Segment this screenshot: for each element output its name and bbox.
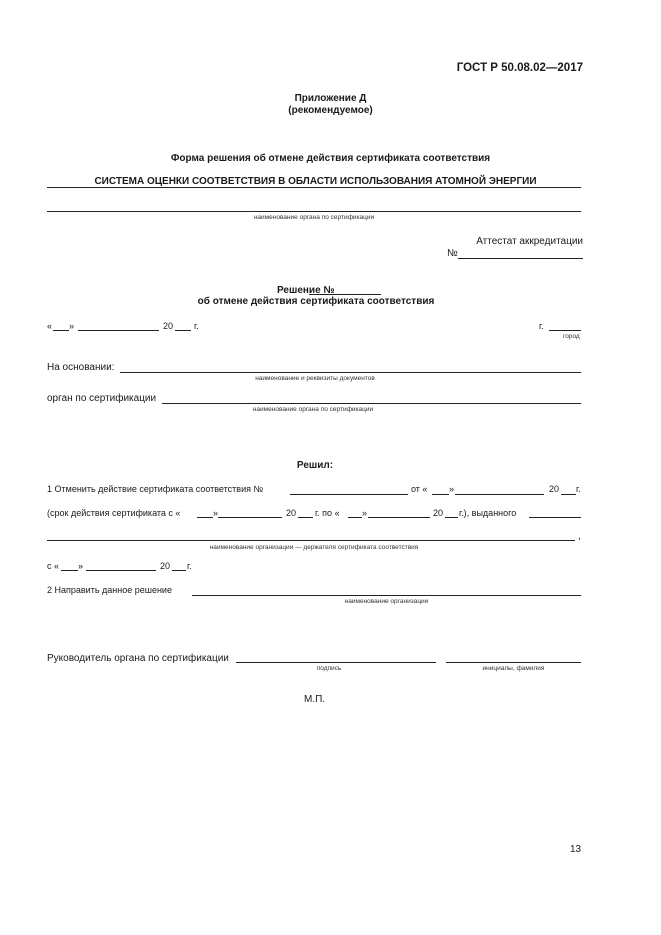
date-month-line[interactable] [78,330,159,331]
date-year-line[interactable] [175,330,191,331]
initials-line[interactable] [446,662,581,663]
signature-line[interactable] [236,662,436,663]
stamp-label: М.П. [304,694,326,705]
date-year-suffix: г. [194,321,199,331]
validity-day-line[interactable] [197,517,213,518]
validity-year1-line[interactable] [298,517,313,518]
item1-text: 1 Отменить действие сертификата соответствия № [47,484,264,494]
validity-day2-line[interactable] [348,517,362,518]
date-open-quote: « [47,321,53,331]
city-caption: город [563,333,580,340]
issued-line[interactable] [529,517,581,518]
cert-body-caption: наименование органа по сертификации [253,214,375,221]
body-label: орган по сертификации [47,393,157,404]
item1-year: 20 [549,484,560,494]
decision-subtitle: об отмене действия сертификата соответствия [197,296,435,307]
signature-caption: подпись [316,665,342,672]
system-name: СИСТЕМА ОЦЕНКИ СООТВЕТСТВИЯ В ОБЛАСТИ ИСПОЛЬЗОВАНИЯ АТОМНОЙ ЭНЕРГИИ [94,176,537,187]
validity-prefix: (срок действия сертификата с « [47,508,181,518]
item2-caption: наименование организации [344,598,429,605]
page-number: 13 [570,844,582,855]
cert-body-line[interactable] [47,211,581,212]
item2-line[interactable] [192,595,581,596]
validity-year2-line[interactable] [445,517,458,518]
since-month-line[interactable] [86,570,156,571]
decision-title: Решение № [277,285,335,296]
validity-year1: 20 [286,508,297,518]
holder-caption: наименование организации — держателя сертификата соответствия [209,544,419,551]
item2-text: 2 Направить данное решение [47,585,172,595]
validity-to: г. по « [315,508,340,518]
accreditation-label: Аттестат аккредитации [476,236,583,247]
item1-quote-close: » [449,484,455,494]
date-close-quote: » [69,321,75,331]
date-day-line[interactable] [53,330,69,331]
document-code: ГОСТ Р 50.08.02—2017 [456,62,583,74]
item1-day-line[interactable] [432,494,449,495]
item1-year-suffix: г. [576,484,581,494]
system-name-underline [47,187,581,188]
basis-caption: наименование и реквизиты документов [255,375,375,382]
since-suffix: г. [187,561,192,571]
city-prefix: г. [539,321,544,331]
city-line[interactable] [549,330,581,331]
basis-line[interactable] [120,372,581,373]
since-quote: » [78,561,84,571]
since-prefix: с « [47,561,60,571]
item1-month-line[interactable] [455,494,544,495]
resolved-heading: Решил: [296,460,334,471]
holder-comma: , [578,531,581,542]
body-caption: наименование органа по сертификации [252,406,374,413]
appendix-note: (рекомендуемое) [288,105,373,116]
since-year: 20 [160,561,171,571]
accreditation-number-label: № [447,248,458,259]
validity-quote2: » [362,508,368,518]
date-year-prefix: 20 [163,321,174,331]
body-line[interactable] [162,403,581,404]
since-day-line[interactable] [61,570,78,571]
appendix-title: Приложение Д [294,93,367,104]
decision-number-line[interactable] [309,294,381,295]
item1-cert-number-line[interactable] [290,494,408,495]
head-label: Руководитель органа по сертификации [47,653,229,664]
basis-label: На основании: [47,362,115,373]
validity-quote: » [213,508,219,518]
item1-year-line[interactable] [561,494,576,495]
holder-line[interactable] [47,540,575,541]
accreditation-number-line[interactable] [458,258,583,259]
validity-end: г.), выданного [459,508,517,518]
initials-caption: инициалы, фамилия [482,665,545,672]
validity-month-line[interactable] [218,517,282,518]
item1-from: от « [411,484,428,494]
form-title: Форма решения об отмене действия сертификата соответствия [170,153,491,164]
validity-month2-line[interactable] [368,517,430,518]
validity-year2: 20 [433,508,444,518]
since-year-line[interactable] [172,570,186,571]
